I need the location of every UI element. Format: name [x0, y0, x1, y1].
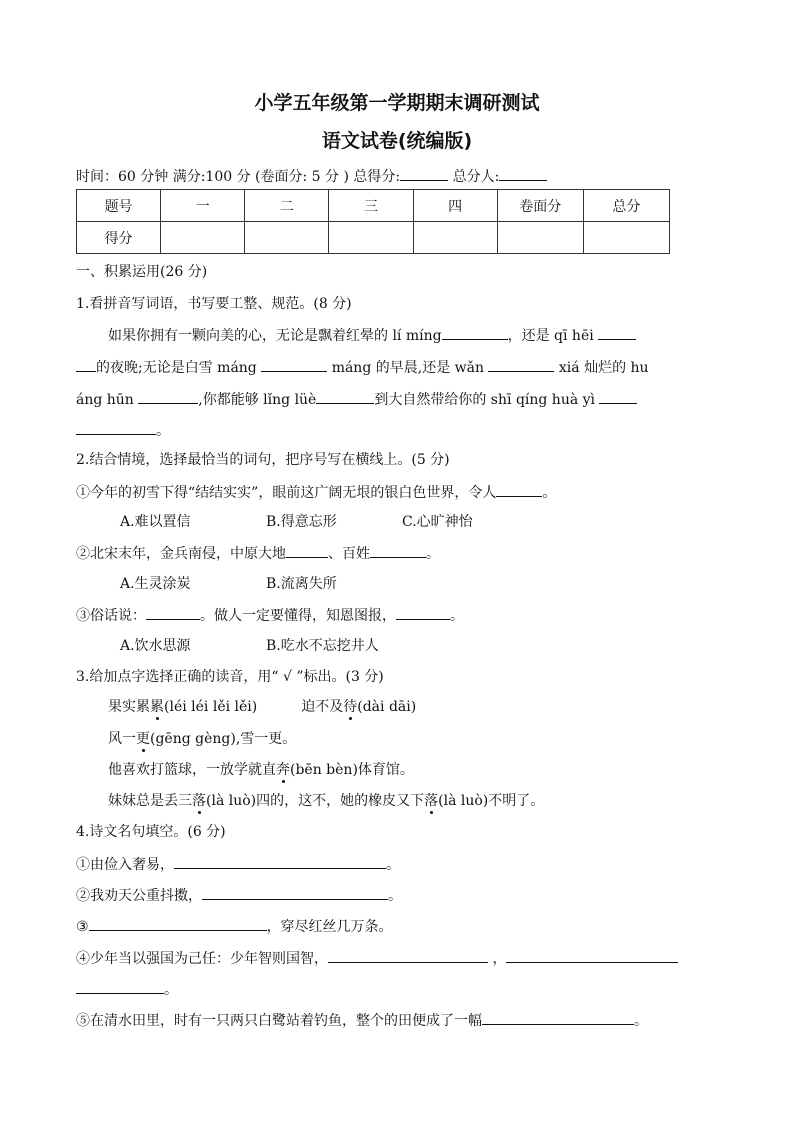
q2-text: ②北宋末年，金兵南侵，中原大地	[76, 546, 286, 562]
q2-text: 。	[426, 546, 440, 562]
q4-text: ④少年当以强国为己任：少年智则国智，	[76, 951, 328, 967]
option-item: C.心旷神怡	[402, 514, 473, 530]
q2-text: 。做人一定要懂得，知恩图报，	[200, 608, 396, 624]
answer-blank[interactable]	[396, 605, 450, 620]
q3-line	[108, 729, 753, 749]
dotted-char: 奔	[276, 762, 290, 778]
answer-blank[interactable]	[488, 357, 554, 372]
q4-text: 。	[386, 857, 400, 873]
q2-sentence	[76, 605, 721, 626]
q4-text: ①由俭入奢易，	[76, 857, 174, 873]
score-table-header-cell: 卷面分	[497, 190, 583, 222]
answer-blank[interactable]	[261, 357, 327, 372]
q2-sentence	[76, 543, 721, 564]
score-table-header-cell: 一	[161, 190, 245, 222]
score-cell[interactable]	[245, 222, 329, 254]
score-cell[interactable]	[583, 222, 669, 254]
answer-blank[interactable]	[174, 854, 386, 869]
q4-item	[76, 1010, 721, 1031]
q1-text: xiá 灿烂的 hu	[558, 360, 649, 376]
q3-text: (là luò)四的，这不，她的橡皮又下	[206, 793, 425, 809]
dotted-char: 待	[343, 699, 358, 715]
q2-sentence	[76, 482, 721, 503]
scorer-label: 总分人:	[448, 169, 500, 185]
q1-text: ，还是 qī hēi	[507, 328, 594, 344]
score-table-header-cell: 三	[329, 190, 413, 222]
q3-text: 果实累	[108, 699, 150, 715]
answer-blank[interactable]	[76, 357, 96, 372]
score-table	[76, 189, 670, 254]
q1-text: 。	[156, 423, 170, 439]
q3-text: (gēng gèng),雪一更。	[150, 731, 297, 747]
q2-options	[120, 512, 765, 532]
answer-blank[interactable]	[76, 420, 156, 435]
score-cell[interactable]	[161, 222, 245, 254]
answer-blank[interactable]	[89, 916, 267, 931]
section-heading: 一、积累运用(26 分)	[76, 264, 208, 280]
q1-line	[76, 357, 721, 378]
q3-line	[108, 760, 753, 780]
q3-text: (bēn bèn)体育馆。	[290, 762, 414, 778]
q2-title: 2.结合情境，选择最恰当的词句，把序号写在横线上。(5 分)	[76, 452, 450, 468]
exam-title: 小学五年级第一学期期末调研测试	[254, 92, 540, 114]
q2-options	[120, 574, 765, 594]
dotted-char: 更	[136, 731, 150, 747]
option-item: A.难以置信	[120, 514, 191, 530]
answer-blank[interactable]	[316, 389, 374, 404]
score-table-header-cell: 二	[245, 190, 329, 222]
total-score-blank[interactable]	[400, 166, 448, 181]
q2-text: 、百姓	[328, 546, 370, 562]
q3-line	[108, 697, 753, 717]
q2-text: ①今年的初雪下得“结结实实”，眼前这广阔无垠的银白色世界，令人	[76, 485, 497, 501]
answer-blank[interactable]	[138, 389, 198, 404]
option-item: B.流离失所	[266, 576, 337, 592]
scorer-blank[interactable]	[499, 166, 547, 181]
q1-text: máng 的早晨,还是 wǎn	[331, 360, 484, 376]
q1-line	[76, 420, 721, 441]
q3-text: 妹妹总是丢三	[108, 793, 192, 809]
exam-info	[76, 166, 721, 187]
answer-blank[interactable]	[482, 1010, 634, 1025]
score-row-label: 得分	[77, 222, 161, 254]
score-table-header-cell: 总分	[583, 190, 669, 222]
option-item: B.得意忘形	[266, 514, 337, 530]
q3-text: (là luò)不明了。	[438, 793, 545, 809]
score-table-header-row	[77, 190, 670, 222]
answer-blank[interactable]	[76, 979, 164, 994]
score-cell[interactable]	[497, 222, 583, 254]
answer-blank[interactable]	[506, 948, 678, 963]
option-item: A.饮水思源	[120, 638, 191, 654]
q2-text: 。	[450, 608, 464, 624]
q1-line	[76, 389, 721, 410]
q1-text: 的夜晚;无论是白雪 máng	[96, 360, 257, 376]
q4-item	[76, 885, 721, 906]
q3-title: 3.给加点字选择正确的读音，用“ √ ”标出。(3 分)	[76, 669, 384, 685]
q4-item	[76, 854, 721, 875]
q4-item	[76, 948, 721, 969]
q3-text: (dài dāi)	[357, 699, 417, 715]
q3-line	[108, 791, 753, 811]
score-table-header-cell: 四	[413, 190, 497, 222]
q4-text: ②我劝天公重抖擞，	[76, 888, 202, 904]
option-item: B.吃水不忘挖井人	[266, 638, 379, 654]
score-cell[interactable]	[413, 222, 497, 254]
q4-text: 。	[634, 1013, 648, 1029]
answer-blank[interactable]	[370, 543, 426, 558]
q1-text: áng hūn	[76, 392, 134, 408]
answer-blank[interactable]	[598, 325, 636, 340]
q4-item	[76, 979, 721, 1000]
q1-title: 1.看拼音写词语，书写要工整、规范。(8 分)	[76, 296, 352, 312]
q2-text: ③俗话说：	[76, 608, 146, 624]
q4-text: ③	[76, 919, 89, 935]
dotted-char: 落	[424, 793, 439, 809]
q2-text: 。	[542, 485, 557, 501]
q1-text: 到大自然带给你的 shī qíng huà yì	[374, 392, 596, 408]
q4-title: 4.诗文名句填空。(6 分)	[76, 824, 226, 840]
q1-text: 如果你拥有一颗向美的心，无论是飘着红晕的 lí míng	[108, 328, 442, 344]
q4-text: 。	[164, 982, 178, 998]
q1-line	[108, 325, 753, 346]
dotted-char: 落	[192, 793, 206, 809]
dotted-char: 累	[150, 699, 164, 715]
q3-text: 风一	[108, 731, 136, 747]
score-table-header-cell: 题号	[77, 190, 161, 222]
answer-blank[interactable]	[328, 948, 488, 963]
q4-text: 。	[388, 888, 402, 904]
answer-blank[interactable]	[599, 389, 637, 404]
exam-info-text: 时间：60 分钟 满分:100 分 (卷面分: 5 分 ) 总得分:	[76, 169, 401, 185]
q2-options	[120, 636, 765, 656]
answer-blank[interactable]	[442, 325, 508, 340]
score-table-score-row	[77, 222, 670, 254]
q3-text: 迫不及	[301, 699, 344, 715]
answer-blank[interactable]	[496, 482, 542, 497]
answer-blank[interactable]	[146, 605, 200, 620]
score-cell[interactable]	[329, 222, 413, 254]
q1-text: ,你都能够 lǐng lüè	[198, 392, 317, 408]
answer-blank[interactable]	[202, 885, 388, 900]
exam-subtitle: 语文试卷(统编版)	[321, 130, 473, 152]
q4-text: ⑤在清水田里，时有一只两只白鹭站着钓鱼，整个的田便成了一幅	[76, 1013, 482, 1029]
q3-text: 他喜欢打篮球，一放学就直	[108, 762, 276, 778]
q4-text: ，穿尽红丝几万条。	[266, 919, 393, 935]
answer-blank[interactable]	[286, 543, 328, 558]
q4-item	[76, 916, 721, 937]
q4-text: ，	[492, 951, 507, 967]
q3-text: (léi léi lěi lěi)	[164, 699, 258, 715]
option-item: A.生灵涂炭	[120, 576, 191, 592]
